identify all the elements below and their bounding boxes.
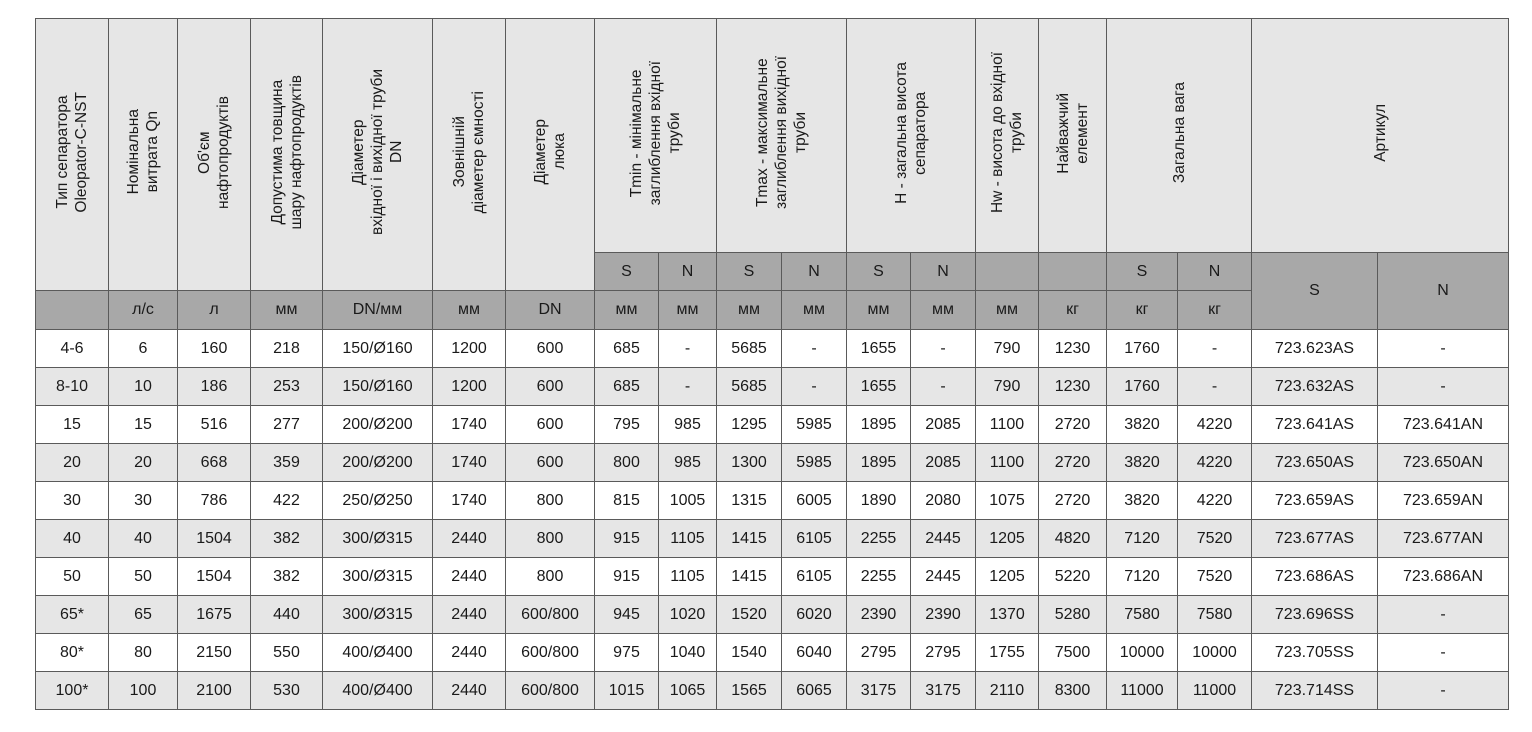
cell-outer-diameter: 1740: [433, 406, 506, 444]
cell-outer-diameter: 2440: [433, 596, 506, 634]
cell-article-s: 723.632AS: [1252, 368, 1378, 406]
unit-hw: мм: [976, 291, 1039, 330]
cell-outer-diameter: 2440: [433, 634, 506, 672]
cell-article-n: 723.650AN: [1378, 444, 1509, 482]
cell-tmax-s: 1295: [717, 406, 782, 444]
cell-oil-volume: 2150: [178, 634, 251, 672]
cell-oil-layer: 440: [251, 596, 323, 634]
header-hatch-diameter: Діаметер люка: [506, 19, 595, 291]
unit-pipe-diameter: DN/мм: [323, 291, 433, 330]
cell-type: 65*: [36, 596, 109, 634]
cell-article-s: 723.650AS: [1252, 444, 1378, 482]
cell-tmax-n: -: [782, 330, 847, 368]
cell-tmin-n: 1005: [659, 482, 717, 520]
unit-tmax-s: мм: [717, 291, 782, 330]
cell-tmax-n: 6105: [782, 558, 847, 596]
cell-type: 20: [36, 444, 109, 482]
cell-heaviest: 2720: [1039, 444, 1107, 482]
cell-hw: 1205: [976, 558, 1039, 596]
sub-article-n: N: [1378, 253, 1509, 330]
unit-heaviest: кг: [1039, 291, 1107, 330]
cell-tmax-s: 5685: [717, 330, 782, 368]
cell-oil-layer: 382: [251, 520, 323, 558]
cell-article-s: 723.623AS: [1252, 330, 1378, 368]
header-heaviest: Найважчий елемент: [1039, 19, 1107, 253]
cell-oil-volume: 1504: [178, 520, 251, 558]
header-type: Тип сепаратора Oleopator-C-NST: [36, 19, 109, 291]
cell-hw: 1100: [976, 406, 1039, 444]
header-hw: Hw - висота до вхідної труби: [976, 19, 1039, 253]
table-row: [36, 520, 1509, 558]
cell-pipe-diameter: 150/Ø160: [323, 330, 433, 368]
cell-weight-n: 7580: [1178, 596, 1252, 634]
table-row: [36, 596, 1509, 634]
cell-oil-volume: 1675: [178, 596, 251, 634]
sub-article-s: S: [1252, 253, 1378, 330]
sub-tmin-n: N: [659, 253, 717, 291]
cell-article-n: -: [1378, 596, 1509, 634]
cell-tmin-s: 1015: [595, 672, 659, 710]
cell-h-n: 2085: [911, 444, 976, 482]
header-outer-diameter: Зовнішній діаметер ємності: [433, 19, 506, 291]
header-oil-volume: Об'єм нафтопродуктів: [178, 19, 251, 291]
cell-pipe-diameter: 300/Ø315: [323, 558, 433, 596]
cell-tmin-s: 975: [595, 634, 659, 672]
cell-type: 50: [36, 558, 109, 596]
cell-tmin-n: 985: [659, 406, 717, 444]
cell-article-n: -: [1378, 672, 1509, 710]
cell-tmin-s: 945: [595, 596, 659, 634]
sub-tmax-n: N: [782, 253, 847, 291]
sub-hw-empty: [976, 253, 1039, 291]
cell-h-n: -: [911, 368, 976, 406]
cell-weight-n: 7520: [1178, 520, 1252, 558]
cell-flow: 15: [109, 406, 178, 444]
cell-h-s: 1895: [847, 406, 911, 444]
cell-tmin-s: 795: [595, 406, 659, 444]
cell-weight-n: 7520: [1178, 558, 1252, 596]
table-row: [36, 634, 1509, 672]
cell-article-s: 723.677AS: [1252, 520, 1378, 558]
header-total-weight: Загальна вага: [1107, 19, 1252, 253]
cell-article-n: 723.641AN: [1378, 406, 1509, 444]
cell-heaviest: 1230: [1039, 368, 1107, 406]
cell-h-n: 2390: [911, 596, 976, 634]
cell-heaviest: 5220: [1039, 558, 1107, 596]
spec-table-body: [36, 330, 1509, 710]
cell-tmin-s: 800: [595, 444, 659, 482]
sub-weight-s: S: [1107, 253, 1178, 291]
unit-outer-diameter: мм: [433, 291, 506, 330]
cell-tmin-s: 915: [595, 520, 659, 558]
cell-oil-layer: 530: [251, 672, 323, 710]
sub-tmax-s: S: [717, 253, 782, 291]
cell-article-s: 723.705SS: [1252, 634, 1378, 672]
cell-hatch-diameter: 600/800: [506, 634, 595, 672]
unit-tmax-n: мм: [782, 291, 847, 330]
cell-hw: 1205: [976, 520, 1039, 558]
cell-oil-layer: 218: [251, 330, 323, 368]
cell-weight-s: 7120: [1107, 558, 1178, 596]
cell-heaviest: 2720: [1039, 406, 1107, 444]
cell-hw: 1075: [976, 482, 1039, 520]
unit-h-s: мм: [847, 291, 911, 330]
cell-oil-layer: 550: [251, 634, 323, 672]
cell-h-n: 2445: [911, 520, 976, 558]
cell-tmax-n: 6020: [782, 596, 847, 634]
cell-tmax-s: 1565: [717, 672, 782, 710]
cell-weight-n: 4220: [1178, 406, 1252, 444]
cell-outer-diameter: 1200: [433, 330, 506, 368]
cell-weight-n: -: [1178, 368, 1252, 406]
cell-weight-s: 3820: [1107, 406, 1178, 444]
cell-hatch-diameter: 600/800: [506, 672, 595, 710]
unit-tmin-n: мм: [659, 291, 717, 330]
cell-h-n: 2445: [911, 558, 976, 596]
cell-weight-n: 10000: [1178, 634, 1252, 672]
cell-heaviest: 5280: [1039, 596, 1107, 634]
table-row: [36, 672, 1509, 710]
cell-outer-diameter: 2440: [433, 672, 506, 710]
cell-tmax-s: 1415: [717, 558, 782, 596]
header-article: Артикул: [1252, 19, 1509, 253]
sub-tmin-s: S: [595, 253, 659, 291]
cell-hatch-diameter: 600: [506, 406, 595, 444]
cell-outer-diameter: 1740: [433, 482, 506, 520]
cell-tmax-n: 5985: [782, 444, 847, 482]
cell-type: 30: [36, 482, 109, 520]
cell-tmin-n: 1065: [659, 672, 717, 710]
cell-tmax-s: 1315: [717, 482, 782, 520]
unit-oil-layer: мм: [251, 291, 323, 330]
cell-hatch-diameter: 800: [506, 520, 595, 558]
cell-flow: 20: [109, 444, 178, 482]
header-flow: Номінальна витрата Qn: [109, 19, 178, 291]
cell-tmin-n: 1020: [659, 596, 717, 634]
cell-tmin-n: -: [659, 330, 717, 368]
table-row: [36, 482, 1509, 520]
cell-tmin-s: 915: [595, 558, 659, 596]
cell-tmax-s: 1520: [717, 596, 782, 634]
cell-hw: 790: [976, 368, 1039, 406]
sub-h-n: N: [911, 253, 976, 291]
cell-oil-volume: 668: [178, 444, 251, 482]
unit-flow: л/с: [109, 291, 178, 330]
unit-tmin-s: мм: [595, 291, 659, 330]
cell-flow: 65: [109, 596, 178, 634]
cell-outer-diameter: 1200: [433, 368, 506, 406]
cell-heaviest: 1230: [1039, 330, 1107, 368]
unit-weight-n: кг: [1178, 291, 1252, 330]
unit-h-n: мм: [911, 291, 976, 330]
cell-type: 100*: [36, 672, 109, 710]
cell-tmax-n: 6005: [782, 482, 847, 520]
cell-h-n: 3175: [911, 672, 976, 710]
cell-h-n: 2795: [911, 634, 976, 672]
cell-tmax-s: 1540: [717, 634, 782, 672]
unit-oil-volume: л: [178, 291, 251, 330]
cell-pipe-diameter: 300/Ø315: [323, 520, 433, 558]
header-pipe-diameter: Діаметер вхідної і вихідної труби DN: [323, 19, 433, 291]
cell-h-s: 2255: [847, 558, 911, 596]
unit-hatch-diameter: DN: [506, 291, 595, 330]
cell-type: 15: [36, 406, 109, 444]
separator-spec-table: [35, 18, 1509, 710]
cell-weight-s: 1760: [1107, 330, 1178, 368]
cell-h-s: 2255: [847, 520, 911, 558]
cell-weight-s: 11000: [1107, 672, 1178, 710]
cell-h-s: 3175: [847, 672, 911, 710]
cell-oil-volume: 786: [178, 482, 251, 520]
cell-h-s: 1655: [847, 330, 911, 368]
cell-article-n: -: [1378, 368, 1509, 406]
cell-tmax-s: 5685: [717, 368, 782, 406]
cell-weight-n: 4220: [1178, 444, 1252, 482]
table-row: [36, 330, 1509, 368]
cell-tmin-s: 685: [595, 330, 659, 368]
cell-flow: 100: [109, 672, 178, 710]
cell-hw: 790: [976, 330, 1039, 368]
cell-weight-s: 3820: [1107, 444, 1178, 482]
cell-oil-volume: 516: [178, 406, 251, 444]
cell-tmax-n: 6040: [782, 634, 847, 672]
cell-pipe-diameter: 250/Ø250: [323, 482, 433, 520]
cell-pipe-diameter: 400/Ø400: [323, 634, 433, 672]
cell-article-s: 723.696SS: [1252, 596, 1378, 634]
cell-flow: 10: [109, 368, 178, 406]
cell-type: 8-10: [36, 368, 109, 406]
cell-tmax-n: 6105: [782, 520, 847, 558]
cell-outer-diameter: 1740: [433, 444, 506, 482]
table-row: [36, 368, 1509, 406]
header-oil-layer: Допустима товщина шару нафтопродуктів: [251, 19, 323, 291]
cell-hatch-diameter: 600: [506, 330, 595, 368]
cell-oil-layer: 359: [251, 444, 323, 482]
cell-heaviest: 8300: [1039, 672, 1107, 710]
cell-article-s: 723.641AS: [1252, 406, 1378, 444]
cell-h-n: -: [911, 330, 976, 368]
cell-pipe-diameter: 200/Ø200: [323, 444, 433, 482]
sub-weight-n: N: [1178, 253, 1252, 291]
cell-h-n: 2080: [911, 482, 976, 520]
cell-h-s: 1890: [847, 482, 911, 520]
cell-weight-s: 3820: [1107, 482, 1178, 520]
cell-weight-s: 7120: [1107, 520, 1178, 558]
cell-outer-diameter: 2440: [433, 520, 506, 558]
cell-weight-n: 11000: [1178, 672, 1252, 710]
cell-flow: 6: [109, 330, 178, 368]
cell-oil-layer: 422: [251, 482, 323, 520]
cell-outer-diameter: 2440: [433, 558, 506, 596]
cell-oil-volume: 186: [178, 368, 251, 406]
cell-pipe-diameter: 300/Ø315: [323, 596, 433, 634]
cell-type: 80*: [36, 634, 109, 672]
cell-tmax-s: 1415: [717, 520, 782, 558]
cell-pipe-diameter: 200/Ø200: [323, 406, 433, 444]
cell-article-n: -: [1378, 330, 1509, 368]
cell-oil-volume: 1504: [178, 558, 251, 596]
cell-weight-s: 1760: [1107, 368, 1178, 406]
cell-h-s: 2795: [847, 634, 911, 672]
cell-hw: 1100: [976, 444, 1039, 482]
cell-flow: 80: [109, 634, 178, 672]
cell-h-s: 1895: [847, 444, 911, 482]
cell-tmax-n: -: [782, 368, 847, 406]
cell-weight-n: -: [1178, 330, 1252, 368]
cell-article-n: -: [1378, 634, 1509, 672]
table-row: [36, 558, 1509, 596]
header-tmin: Tmin - мінімальне заглиблення вхідної труби: [595, 19, 717, 253]
cell-heaviest: 4820: [1039, 520, 1107, 558]
cell-article-n: 723.659AN: [1378, 482, 1509, 520]
cell-weight-n: 4220: [1178, 482, 1252, 520]
cell-article-s: 723.714SS: [1252, 672, 1378, 710]
cell-hw: 2110: [976, 672, 1039, 710]
cell-weight-s: 10000: [1107, 634, 1178, 672]
sub-heaviest-empty: [1039, 253, 1107, 291]
sub-h-s: S: [847, 253, 911, 291]
cell-oil-volume: 2100: [178, 672, 251, 710]
header-h-total: H - загальна висота сепаратора: [847, 19, 976, 253]
cell-weight-s: 7580: [1107, 596, 1178, 634]
cell-type: 4-6: [36, 330, 109, 368]
cell-oil-layer: 382: [251, 558, 323, 596]
cell-type: 40: [36, 520, 109, 558]
cell-h-s: 1655: [847, 368, 911, 406]
cell-h-s: 2390: [847, 596, 911, 634]
cell-oil-layer: 253: [251, 368, 323, 406]
cell-h-n: 2085: [911, 406, 976, 444]
cell-tmin-s: 685: [595, 368, 659, 406]
cell-flow: 50: [109, 558, 178, 596]
cell-heaviest: 2720: [1039, 482, 1107, 520]
cell-article-s: 723.659AS: [1252, 482, 1378, 520]
cell-tmax-s: 1300: [717, 444, 782, 482]
cell-hatch-diameter: 800: [506, 558, 595, 596]
cell-tmin-n: -: [659, 368, 717, 406]
cell-tmax-n: 6065: [782, 672, 847, 710]
cell-tmin-n: 1040: [659, 634, 717, 672]
table-row: [36, 406, 1509, 444]
cell-article-s: 723.686AS: [1252, 558, 1378, 596]
cell-hatch-diameter: 600: [506, 368, 595, 406]
cell-tmin-n: 1105: [659, 558, 717, 596]
cell-article-n: 723.686AN: [1378, 558, 1509, 596]
cell-hw: 1370: [976, 596, 1039, 634]
cell-tmin-n: 985: [659, 444, 717, 482]
cell-tmin-n: 1105: [659, 520, 717, 558]
cell-flow: 30: [109, 482, 178, 520]
unit-type-empty: [36, 291, 109, 330]
cell-pipe-diameter: 400/Ø400: [323, 672, 433, 710]
cell-flow: 40: [109, 520, 178, 558]
cell-tmin-s: 815: [595, 482, 659, 520]
header-tmax: Tmax - максимальне заглиблення вихідної труби: [717, 19, 847, 253]
cell-hatch-diameter: 600: [506, 444, 595, 482]
cell-hw: 1755: [976, 634, 1039, 672]
unit-weight-s: кг: [1107, 291, 1178, 330]
cell-hatch-diameter: 800: [506, 482, 595, 520]
cell-heaviest: 7500: [1039, 634, 1107, 672]
cell-hatch-diameter: 600/800: [506, 596, 595, 634]
cell-article-n: 723.677AN: [1378, 520, 1509, 558]
cell-oil-volume: 160: [178, 330, 251, 368]
cell-tmax-n: 5985: [782, 406, 847, 444]
cell-pipe-diameter: 150/Ø160: [323, 368, 433, 406]
cell-oil-layer: 277: [251, 406, 323, 444]
table-row: [36, 444, 1509, 482]
